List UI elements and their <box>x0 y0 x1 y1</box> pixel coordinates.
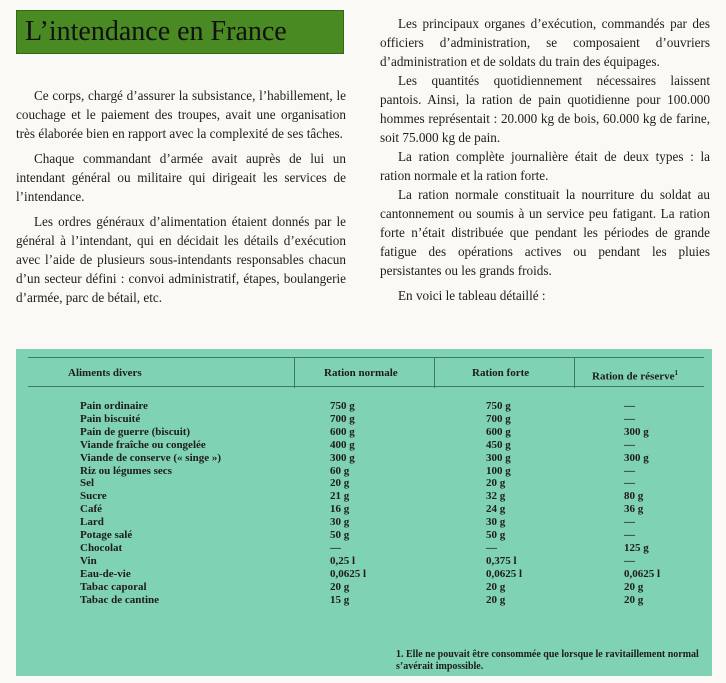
cell-aliment: Eau-de-vie <box>80 567 131 580</box>
cell-aliment: Chocolat <box>80 541 123 554</box>
cell-reserve: 300 g <box>624 451 649 464</box>
table-row <box>16 555 712 567</box>
table-row <box>16 581 712 593</box>
left-column <box>16 86 346 313</box>
cell-forte: 300 g <box>486 451 511 464</box>
header-ration-normale: Ration normale <box>324 367 398 379</box>
cell-normale: — <box>330 541 341 554</box>
cell-normale: 0,25 l <box>330 554 356 567</box>
paragraph: Les quantités quotidiennement nécessaires laissent pantois. Ainsi, la ration de pain quotidienne pour 100.000 hommes représentait : 20.000 kg de bois, 60.000 kg de farine, soit 75.000 kg de pain. <box>380 73 710 145</box>
cell-aliment: Tabac caporal <box>80 580 147 593</box>
cell-aliment: Sel <box>80 477 95 490</box>
header-ration-forte: Ration forte <box>472 367 530 379</box>
table-header <box>28 357 704 387</box>
cell-reserve: — <box>624 412 635 425</box>
cell-aliment: Viande de conserve (« singe ») <box>80 451 222 464</box>
title-banner <box>16 10 344 54</box>
table-row <box>16 439 712 451</box>
cell-forte: 20 g <box>486 580 506 593</box>
table-row <box>16 568 712 580</box>
cell-forte: 450 g <box>486 438 511 451</box>
column-divider <box>574 358 575 388</box>
paragraph: La ration complète journalière était de deux types : la ration normale et la ration forte. <box>380 149 710 183</box>
header-ration-reserve: Ration de réserve$^1$ <box>592 369 678 383</box>
ration-table <box>16 349 712 676</box>
table-row <box>16 529 712 541</box>
cell-normale: 30 g <box>330 516 350 529</box>
paragraph: Chaque commandant d’armée avait auprès de lui un intendant général ou militaire qui dirigeait les services de l’intendance. <box>16 151 346 204</box>
table-row <box>16 452 712 464</box>
paragraph: Les ordres généraux d’alimentation étaient donnés par le général à l’intendant, qui en décidait les détails d’exécution avec l’aide de plusieurs sous-intendants responsables chacun d’un secteur défini : convoi administratif, étapes, boulangerie d’armée, parc de bétail, etc. <box>16 214 346 305</box>
cell-forte: 750 g <box>486 400 511 412</box>
cell-reserve: 20 g <box>624 593 644 606</box>
paragraph: Les principaux organes d’exécution, commandés par des officiers d’administration, se composaient d’ouvriers d’administration et de soldats du train des équipages. <box>380 16 710 69</box>
cell-normale: 16 g <box>330 503 350 516</box>
cell-aliment: Pain ordinaire <box>80 400 148 412</box>
cell-forte: 30 g <box>486 516 506 529</box>
paragraph: En voici le tableau détaillé : <box>398 288 546 303</box>
table-row <box>16 542 712 554</box>
cell-forte: 600 g <box>486 425 511 438</box>
cell-aliment: Sucre <box>80 490 107 503</box>
cell-forte: — <box>486 541 497 554</box>
right-column <box>380 14 710 311</box>
cell-reserve: 300 g <box>624 425 649 438</box>
cell-forte: 700 g <box>486 412 511 425</box>
table-row <box>16 490 712 502</box>
cell-normale: 750 g <box>330 400 355 412</box>
cell-normale: 20 g <box>330 580 350 593</box>
cell-reserve: 20 g <box>624 580 644 593</box>
cell-aliment: Pain de guerre (biscuit) <box>80 425 191 438</box>
cell-reserve: 36 g <box>624 503 644 516</box>
cell-normale: 21 g <box>330 490 350 503</box>
cell-aliment: Vin <box>80 554 97 567</box>
paragraph: Ce corps, chargé d’assurer la subsistance, l’habillement, le couchage et le paiement des troupes, avait une organisation très élaborée bien en rapport avec la complexité de ses tâches. <box>16 88 346 141</box>
cell-forte: 20 g <box>486 593 506 606</box>
cell-reserve: — <box>624 438 635 451</box>
table-row <box>16 400 712 412</box>
table-row <box>16 426 712 438</box>
table-row <box>16 477 712 489</box>
cell-forte: 0,375 l <box>486 554 517 567</box>
cell-aliment: Viande fraîche ou congelée <box>80 438 206 451</box>
cell-forte: 0,0625 l <box>486 567 523 580</box>
footnote-marker: 1 <box>674 369 678 377</box>
cell-normale: 400 g <box>330 438 355 451</box>
cell-aliment: Potage salé <box>80 529 133 541</box>
cell-normale: 600 g <box>330 425 355 438</box>
table-footnote: 1. Elle ne pouvait être consommée que lorsque le ravitaillement normal s’avérait impossible. <box>396 649 699 672</box>
header-aliments: Aliments divers <box>68 367 142 379</box>
cell-normale: 700 g <box>330 412 355 425</box>
cell-reserve: 80 g <box>624 490 644 503</box>
cell-reserve: 125 g <box>624 541 649 554</box>
cell-normale: 15 g <box>330 593 350 606</box>
cell-reserve: 0,0625 l <box>624 567 661 580</box>
cell-reserve: — <box>624 477 635 490</box>
cell-normale: 60 g <box>330 464 350 477</box>
cell-reserve: — <box>624 516 635 529</box>
cell-normale: 300 g <box>330 451 355 464</box>
cell-normale: 20 g <box>330 477 350 490</box>
cell-forte: 32 g <box>486 490 506 503</box>
cell-forte: 24 g <box>486 503 506 516</box>
cell-aliment: Café <box>80 503 102 516</box>
table-row <box>16 503 712 515</box>
cell-reserve: — <box>624 464 635 477</box>
page-title: L’intendance en France <box>25 16 287 47</box>
cell-reserve: — <box>624 529 635 541</box>
cell-normale: 50 g <box>330 529 350 541</box>
table-row <box>16 594 712 606</box>
column-divider <box>294 358 295 388</box>
cell-aliment: Lard <box>80 516 104 529</box>
cell-forte: 20 g <box>486 477 506 490</box>
table-row <box>16 465 712 477</box>
table-row <box>16 413 712 425</box>
cell-forte: 100 g <box>486 464 511 477</box>
cell-aliment: Riz ou légumes secs <box>80 464 172 477</box>
cell-aliment: Tabac de cantine <box>80 593 160 606</box>
paragraph: La ration normale constituait la nourriture du soldat au cantonnement ou soumis à un service peu fatigant. La ration forte n’était distribuée que pendant les périodes de grande fatigue des opérations actives ou pendant les pluies persistantes ou les grands froids. <box>380 187 710 278</box>
table-row <box>16 516 712 528</box>
cell-reserve: — <box>624 400 635 412</box>
cell-forte: 50 g <box>486 529 506 541</box>
cell-normale: 0,0625 l <box>330 567 367 580</box>
cell-reserve: — <box>624 554 635 567</box>
column-divider <box>434 358 435 388</box>
cell-aliment: Pain biscuité <box>80 412 141 425</box>
